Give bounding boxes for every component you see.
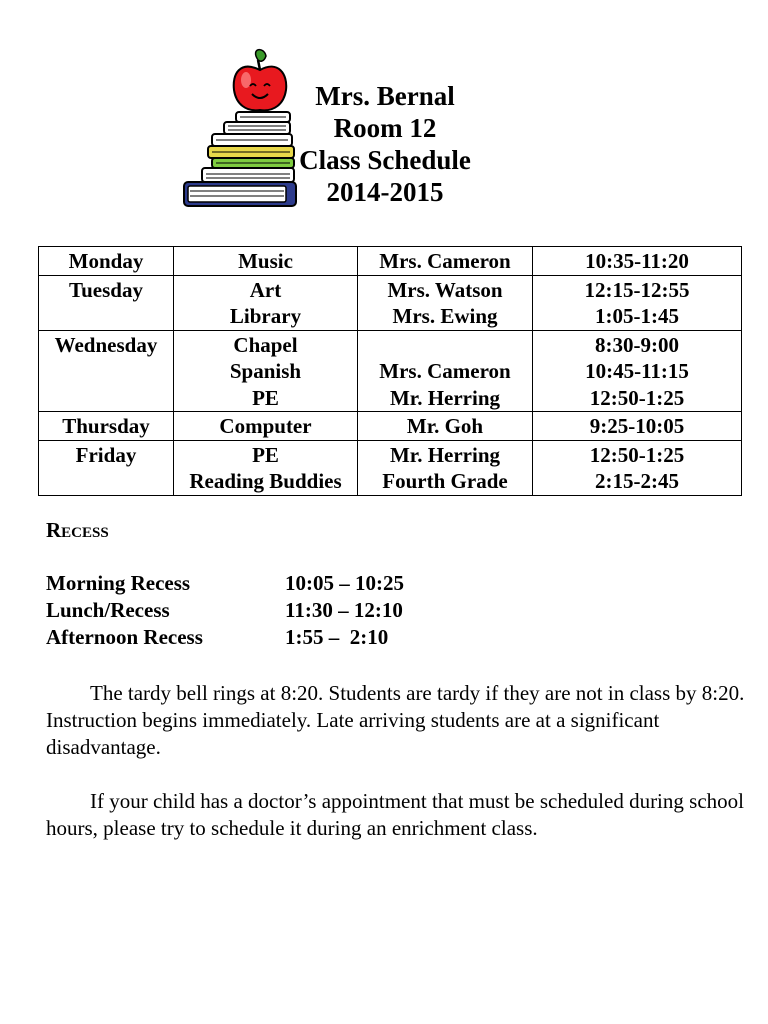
time-cell [533, 247, 742, 276]
recess-time: 1:55 – 2:10 [285, 625, 389, 649]
class-text: Music [238, 249, 293, 273]
table-row [39, 275, 742, 330]
class-cell [174, 412, 358, 441]
teacher-cell [358, 412, 533, 441]
day-cell [39, 440, 174, 495]
appointment-policy-paragraph: If your child has a doctor’s appointment that must be scheduled during school hours, please try to schedule it during an enrichment class. [46, 789, 744, 840]
day-text: Monday [68, 249, 144, 273]
time-text: 10:45-11:15 [585, 359, 689, 383]
teacher-cell [358, 275, 533, 330]
class-text: PE [252, 442, 279, 467]
teacher-text: Mr. Goh [406, 414, 484, 438]
day-cell [39, 247, 174, 276]
time-cell [533, 330, 742, 412]
teacher-text: Mrs. Ewing [392, 304, 498, 328]
time-text: 10:35-11:20 [585, 249, 689, 273]
time-text: 1:05-1:45 [595, 304, 679, 328]
class-cell [174, 440, 358, 495]
schedule-title-block [290, 80, 480, 208]
time-cell [533, 275, 742, 330]
table-row [39, 247, 742, 276]
class-text: Computer [219, 414, 312, 438]
tardy-policy-paragraph: The tardy bell rings at 8:20. Students are tardy if they are not in class by 8:20. Instruction begins immediately. Late arriving students are at a significant disadvantage. [46, 681, 745, 759]
time-text: 8:30-9:00 [595, 332, 679, 357]
class-text: Spanish [229, 359, 302, 383]
class-cell [174, 330, 358, 412]
class-cell [174, 275, 358, 330]
recess-label: Morning Recess [46, 571, 191, 595]
teacher-cell [358, 440, 533, 495]
class-text: Reading Buddies [189, 469, 342, 493]
teacher-text [362, 332, 528, 359]
day-cell [39, 330, 174, 412]
recess-row [46, 597, 404, 624]
teacher-text: Mr. Herring [389, 385, 501, 410]
table-row [39, 440, 742, 495]
class-text: Art [249, 277, 282, 302]
day-text: Wednesday [54, 332, 158, 357]
day-text: Tuesday [69, 277, 143, 302]
day-text: Friday [75, 442, 137, 467]
teacher-cell [358, 330, 533, 412]
table-row [39, 412, 742, 441]
time-text: 2:15-2:45 [595, 469, 679, 493]
teacher-name: Mrs. Bernal [315, 81, 455, 111]
room-number: Room 12 [333, 113, 437, 143]
teacher-text: Mrs. Watson [387, 277, 503, 302]
time-cell [533, 412, 742, 441]
document-title: Class Schedule [299, 145, 471, 175]
day-text: Thursday [62, 414, 150, 438]
recess-label: Afternoon Recess [46, 625, 203, 649]
recess-time: 10:05 – 10:25 [285, 571, 404, 595]
teacher-cell [358, 247, 533, 276]
teacher-text: Mrs. Cameron [379, 249, 511, 273]
recess-row [46, 624, 404, 651]
class-text: PE [252, 385, 279, 410]
class-cell [174, 247, 358, 276]
teacher-text: Mr. Herring [389, 442, 501, 467]
time-text: 9:25-10:05 [589, 414, 685, 438]
day-cell [39, 412, 174, 441]
time-text: 12:50-1:25 [589, 442, 685, 467]
apple-on-books-icon [180, 46, 300, 212]
teacher-text: Fourth Grade [382, 469, 508, 493]
recess-label: Lunch/Recess [46, 598, 170, 622]
time-cell [533, 440, 742, 495]
recess-list [46, 570, 404, 651]
teacher-text: Mrs. Cameron [379, 359, 511, 383]
weekly-schedule-table [38, 246, 742, 496]
class-text: Chapel [233, 332, 298, 357]
recess-row [46, 570, 404, 597]
time-text: 12:15-12:55 [584, 277, 690, 302]
table-row [39, 330, 742, 412]
time-text: 12:50-1:25 [589, 385, 685, 410]
class-text: Library [229, 304, 302, 328]
recess-heading: Recess [46, 518, 109, 542]
recess-time: 11:30 – 12:10 [285, 598, 403, 622]
day-cell [39, 275, 174, 330]
school-year: 2014-2015 [326, 177, 444, 207]
